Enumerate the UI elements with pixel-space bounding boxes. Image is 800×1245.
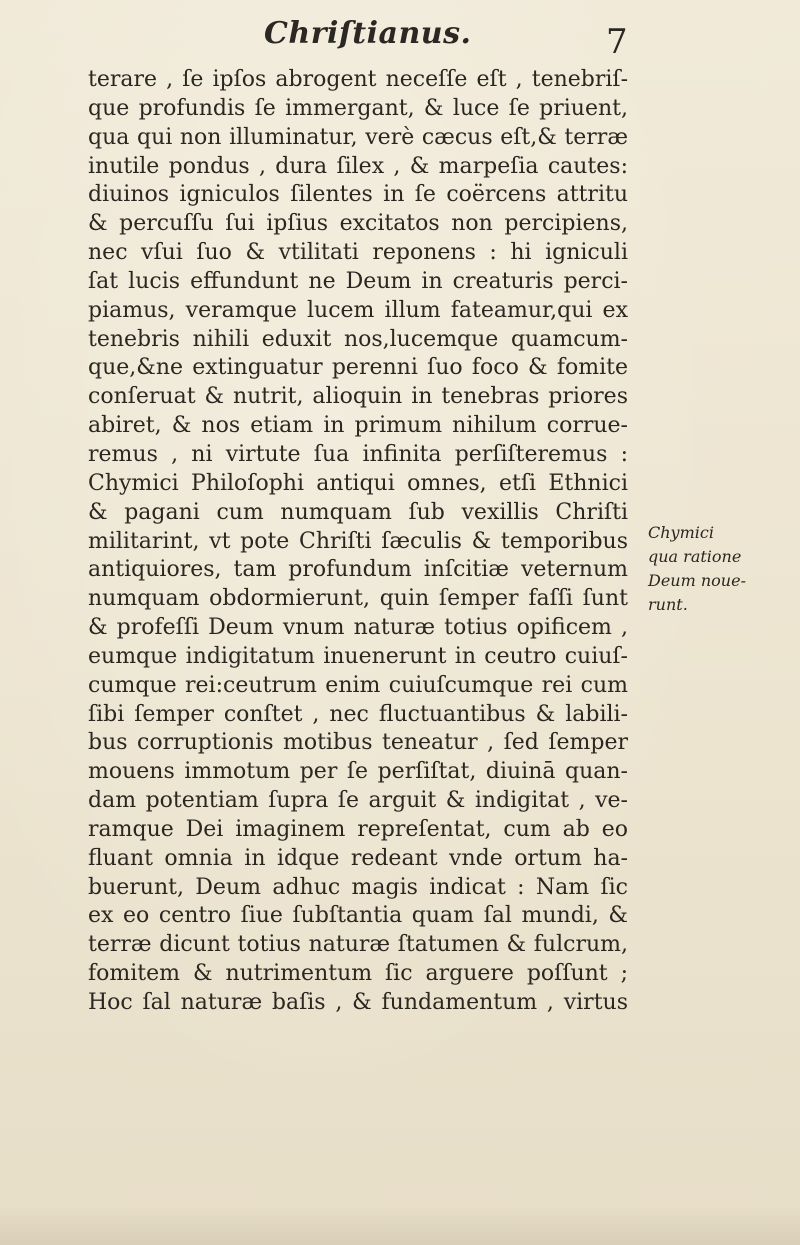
text-line: dam potentiam ſupra ſe arguit & indigitat , ve- <box>88 788 628 814</box>
text-line: nec vſui ſuo & vtilitati reponens : hi igniculi <box>88 240 628 266</box>
text-line: tenebris nihili eduxit nos,lucemque quamcum- <box>88 326 628 352</box>
marginal-note-line: Chymici <box>648 523 714 542</box>
text-line: eumque indigitatum inuenerunt in ceutro cuiuſ- <box>88 643 628 669</box>
text-line: abiret, & nos etiam in primum nihilum corrue- <box>88 413 628 439</box>
text-line: bus corruptionis motibus teneatur , ſed ſemper <box>88 730 628 756</box>
text-line: terare , ſe ipſos abrogent neceſſe eſt , tenebriſ- <box>88 67 628 92</box>
page-edge-shadow <box>0 1205 800 1245</box>
text-line: qua qui non illuminatur, verè cæcus eſt,& terræ <box>88 124 628 150</box>
text-line: ramque Dei imaginem repreſentat, cum ab eo <box>88 816 628 842</box>
marginal-note-line: Deum noue- <box>648 571 746 590</box>
text-line: mouens immotum per ſe perſiſtat, diuinā quan- <box>88 759 628 785</box>
text-line: conſeruat & nutrit, alioquin in tenebras priores <box>88 384 628 410</box>
text-line: terræ dicunt totius naturæ ſtatumen & fulcrum, <box>88 932 628 958</box>
text-line: Hoc ſal naturæ baſis , & fundamentum , virtus <box>88 990 628 1015</box>
page-number: 7 <box>606 22 628 62</box>
text-line: fluant omnia in idque redeant vnde ortum ha- <box>88 845 628 871</box>
text-line: & profeſſi Deum vnum naturæ totius opificem , <box>88 615 628 641</box>
text-line: numquam obdormierunt, quin ſemper faſſi ſunt <box>88 586 628 612</box>
text-line: cumque rei:ceutrum enim cuiuſcumque rei cum <box>88 672 628 698</box>
text-line: antiquiores, tam profundum inſcitiæ veternum <box>88 557 628 583</box>
text-line: diuinos igniculos ſilentes in ſe coërcens attritu <box>88 182 628 208</box>
text-line: buerunt, Deum adhuc magis indicat : Nam ſic <box>88 874 628 900</box>
page-header <box>0 12 800 62</box>
text-line: que profundis ſe immergant, & luce ſe priuent, <box>88 95 628 121</box>
marginal-note-line: runt. <box>648 595 688 614</box>
running-head: Chriſtianus. <box>264 16 472 51</box>
text-line: & pagani cum numquam ſub vexillis Chriſti <box>88 499 628 525</box>
text-line: fomitem & nutrimentum ſic arguere poſſunt ; <box>88 961 628 987</box>
text-line: piamus, veramque lucem illum fateamur,qui ex <box>88 297 628 323</box>
text-line: que,&ne extinguatur perenni ſuo foco & fomite <box>88 355 628 381</box>
marginal-note <box>648 521 788 617</box>
text-line: inutile pondus , dura ſilex , & marpeſia cautes: <box>88 153 628 179</box>
text-line: Chymici Philoſophi antiqui omnes, etſi Ethnici <box>88 470 628 496</box>
body-text <box>88 66 628 1018</box>
text-line: & percuſſu ſui ipſius excitatos non percipiens, <box>88 211 628 237</box>
marginal-note-line: qua ratione <box>648 547 742 566</box>
text-line: remus , ni virtute ſua infinita perſiſteremus : <box>88 441 628 467</box>
text-line: ex eo centro ſiue ſubſtantia quam ſal mundi, & <box>88 903 628 929</box>
text-line: ſat lucis effundunt ne Deum in creaturis perci- <box>88 268 628 294</box>
text-line: ſibi ſemper conſtet , nec fluctuantibus & labili- <box>88 701 628 727</box>
text-line: militarint, vt pote Chriſti ſæculis & temporibus <box>88 528 628 554</box>
